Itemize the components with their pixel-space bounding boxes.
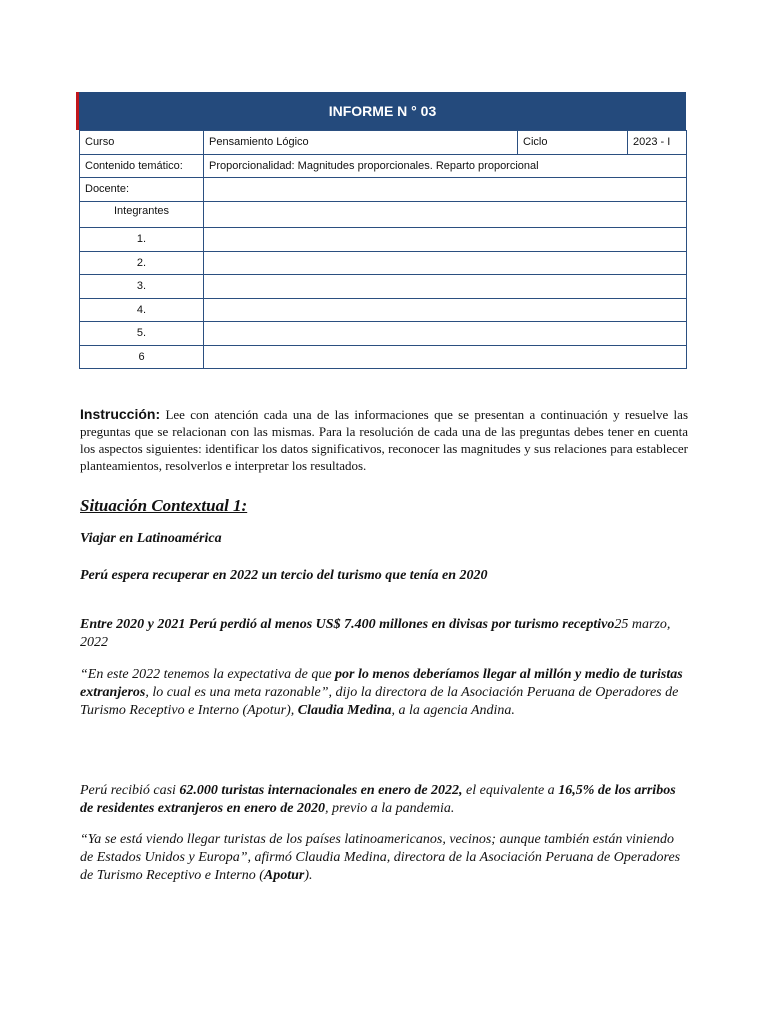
teacher-label: Docente: bbox=[80, 178, 204, 202]
instruction-paragraph bbox=[80, 406, 688, 474]
table-row bbox=[80, 345, 687, 369]
teacher-value bbox=[204, 178, 687, 202]
member-number: 5. bbox=[80, 322, 204, 346]
stats-part: , previo a la pandemia. bbox=[324, 801, 455, 816]
situation-subheading: Viajar en Latinoamérica bbox=[80, 531, 222, 546]
report-title: INFORME N ° 03 bbox=[79, 92, 686, 130]
member-number: 3. bbox=[80, 275, 204, 299]
news-lead bbox=[80, 616, 688, 652]
member-name bbox=[204, 298, 687, 322]
quote2-part: “Ya se está viendo llegar turistas de los países latinoamericanos, vecinos; aunque también están viniendo de Estados Unidos y Europa”, afirmó Claudia Medina, directora de la Asociación Peruana de Operadores de Turismo Receptivo e Interno ( bbox=[80, 832, 681, 883]
member-number: 6 bbox=[80, 345, 204, 369]
table-row bbox=[80, 228, 687, 252]
table-row bbox=[80, 154, 687, 178]
report-info-table bbox=[79, 130, 687, 369]
quote1-part: , lo cual es una meta razonable”, dijo la directora de la Asociación Peruana de Operadores de Turismo Receptivo e Interno (Apotur), bbox=[80, 685, 679, 718]
quote1-part: “En este 2022 tenemos la expectativa de que bbox=[80, 667, 336, 682]
quote1-name: Claudia Medina bbox=[297, 703, 392, 718]
stats-bold: 16,5% de los arribos de residentes extranjeros en enero de 2020 bbox=[80, 783, 676, 816]
news-date: 25 marzo, 2022 bbox=[80, 617, 671, 650]
member-number: 2. bbox=[80, 251, 204, 275]
instruction-text: Lee con atención cada una de las informaciones que se presentan a continuación y resuelve las preguntas que se relacionan con las mismas. Para la resolución de cada una de las preguntas debes tener en cuenta los aspectos siguientes: identificar los datos significativos, reconocer las magnitudes y sus relaciones para establecer planteamientos, resolverlos e interpretar los resultados. bbox=[80, 407, 688, 473]
quote2-part: ). bbox=[304, 868, 313, 883]
member-name bbox=[204, 275, 687, 299]
member-number: 4. bbox=[80, 298, 204, 322]
content-label: Contenido temático: bbox=[80, 154, 204, 178]
quote2-bold: Apotur bbox=[263, 868, 305, 883]
quote-paragraph-1 bbox=[80, 666, 688, 720]
table-row bbox=[80, 201, 687, 228]
member-name bbox=[204, 228, 687, 252]
stats-part: Perú recibió casi bbox=[80, 783, 180, 798]
news-headline: Perú espera recuperar en 2022 un tercio del turismo que tenía en 2020 bbox=[80, 568, 488, 583]
member-name bbox=[204, 322, 687, 346]
stats-part: el equivalente a bbox=[462, 783, 559, 798]
course-label: Curso bbox=[80, 131, 204, 155]
cycle-label: Ciclo bbox=[518, 131, 628, 155]
news-lead-bold: Entre 2020 y 2021 Perú perdió al menos US$ 7.400 millones en divisas por turismo receptivo bbox=[80, 617, 615, 632]
table-row bbox=[80, 298, 687, 322]
stats-paragraph bbox=[80, 782, 688, 818]
table-row bbox=[80, 275, 687, 299]
members-header-value bbox=[204, 201, 687, 228]
member-name bbox=[204, 345, 687, 369]
quote-paragraph-2 bbox=[80, 831, 688, 885]
table-row bbox=[80, 322, 687, 346]
content-value: Proporcionalidad: Magnitudes proporcionales. Reparto proporcional bbox=[204, 154, 687, 178]
member-name bbox=[204, 251, 687, 275]
course-value: Pensamiento Lógico bbox=[204, 131, 518, 155]
cycle-value: 2023 - I bbox=[628, 131, 687, 155]
table-row bbox=[80, 251, 687, 275]
members-label: Integrantes bbox=[80, 201, 204, 228]
situation-heading: Situación Contextual 1: bbox=[80, 496, 248, 515]
table-row bbox=[80, 131, 687, 155]
quote1-part: , a la agencia Andina. bbox=[391, 703, 515, 718]
table-row bbox=[80, 178, 687, 202]
stats-bold: 62.000 turistas internacionales en enero de 2022, bbox=[179, 783, 463, 798]
member-number: 1. bbox=[80, 228, 204, 252]
quote1-bold: por lo menos deberíamos llegar al millón y medio de turistas extranjeros bbox=[80, 667, 683, 700]
instruction-label: Instrucción: bbox=[80, 406, 161, 422]
